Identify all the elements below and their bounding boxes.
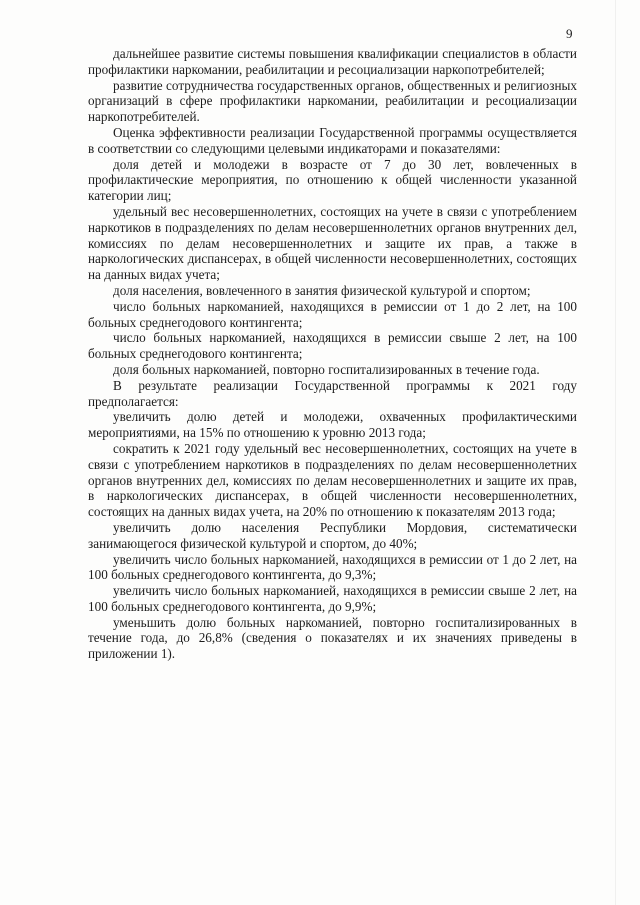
scan-fold-line xyxy=(615,0,616,905)
document-body xyxy=(88,46,577,662)
paragraph: увеличить долю детей и молодежи, охваченных профилактическими мероприятиями, на 15% по отношению к уровню 2013 года; xyxy=(88,409,577,441)
paragraph: число больных наркоманией, находящихся в ремиссии от 1 до 2 лет, на 100 больных среднегодового контингента; xyxy=(88,298,577,330)
paragraph: число больных наркоманией, находящихся в ремиссии свыше 2 лет, на 100 больных среднегодового контингента; xyxy=(88,330,577,362)
paragraph: доля детей и молодежи в возрасте от 7 до 30 лет, вовлеченных в профилактические мероприятия, по отношению к общей численности указанной категории лиц; xyxy=(88,156,577,204)
paragraph: развитие сотрудничества государственных органов, общественных и религиозных организаций в сфере профилактики наркомании, реабилитации и ресоциализации наркопотребителей. xyxy=(88,77,577,125)
paragraph: доля больных наркоманией, повторно госпитализированных в течение года. xyxy=(113,361,540,377)
paragraph: увеличить число больных наркоманией, находящихся в ремиссии свыше 2 лет, на 100 больных среднегодового контингента, до 9,9%; xyxy=(88,583,577,614)
paragraph: сократить к 2021 году удельный вес несовершеннолетних, состоящих на учете в связи с употреблением наркотиков в подразделениях по делам несовершеннолетних органов внутренних дел, комиссиях по делам несовершеннолетних и защите их прав, в наркологических диспансерах, в общей численности несовершеннолетних, состоящих на данных видах учета, на 20% по отношению к показателям 2013 года; xyxy=(88,440,577,520)
paragraph: дальнейшее развитие системы повышения квалификации специалистов в области профилактики наркомании, реабилитации и ресоциализации наркопотребителей; xyxy=(88,46,577,77)
paragraph: доля населения, вовлеченного в занятия физической культурой и спортом; xyxy=(113,282,531,298)
paragraph: В результате реализации Государственной программы к 2021 году предполагается: xyxy=(88,377,577,409)
paragraph: увеличить долю населения Республики Мордовия, систематически занимающегося физической культурой и спортом, до 40%; xyxy=(88,519,577,551)
paragraph: Оценка эффективности реализации Государственной программы осуществляется в соответствии со следующими целевыми индикаторами и показателями: xyxy=(88,124,577,156)
paragraph: уменьшить долю больных наркоманией, повторно госпитализированных в течение года, до 26,8% (сведения о показателях и их значениях приведены в приложении 1). xyxy=(88,614,577,662)
paragraph: увеличить число больных наркоманией, находящихся в ремиссии от 1 до 2 лет, на 100 больных среднегодового контингента, до 9,3%; xyxy=(88,551,577,583)
paragraph: удельный вес несовершеннолетних, состоящих на учете в связи с употреблением наркотиков в подразделениях по делам несовершеннолетних органов внутренних дел, комиссиях по делам несовершеннолетних и защите их прав, а также в наркологических диспансерах, в общей численности несовершеннолетних, состоящих на данных видах учета; xyxy=(88,203,577,283)
page-number: 9 xyxy=(566,26,573,41)
